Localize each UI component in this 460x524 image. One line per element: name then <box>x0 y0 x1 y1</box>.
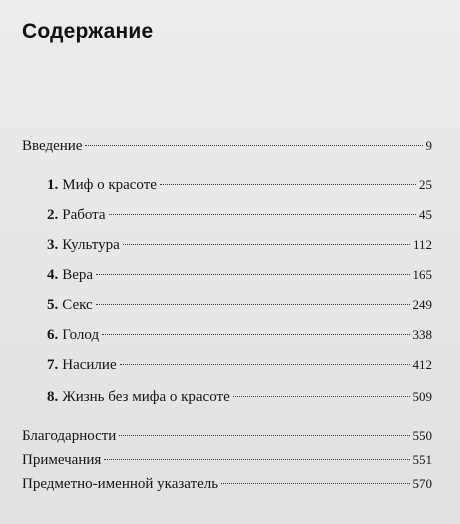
page-title: Содержание <box>22 20 154 43</box>
toc-entry-page: 9 <box>425 138 432 153</box>
dot-leader <box>102 334 409 335</box>
toc-entry-label: Вера <box>62 267 94 283</box>
toc-entry-label: Благодарности <box>22 428 117 444</box>
toc-entry-label: Введение <box>22 138 83 154</box>
toc-entry-page: 25 <box>419 177 432 192</box>
toc-entry-number: 6. <box>47 327 59 343</box>
toc-entry-chapter-5 <box>47 296 432 314</box>
toc-entry-chapter-2 <box>47 206 432 224</box>
toc-entry-label: Предметно-именной указатель <box>22 476 219 492</box>
dot-leader <box>160 184 416 185</box>
toc-entry-label: Примечания <box>22 452 102 468</box>
toc-entry-index <box>22 475 432 493</box>
toc-entry-chapter-8 <box>47 388 432 406</box>
toc-entry-number: 2. <box>47 207 59 223</box>
dot-leader <box>221 483 409 484</box>
dot-leader <box>96 304 410 305</box>
toc-entry-page: 112 <box>412 237 432 252</box>
toc-entry-number: 3. <box>47 237 59 253</box>
toc-entry-page: 249 <box>412 297 432 312</box>
dot-leader <box>109 214 416 215</box>
toc-entry-label: Работа <box>62 207 106 223</box>
toc-entry-number: 1. <box>47 177 59 193</box>
dot-leader <box>104 459 409 460</box>
toc-entry-page: 165 <box>412 267 432 282</box>
dot-leader <box>96 274 409 275</box>
toc-entry-introduction <box>22 137 432 155</box>
toc-entry-label: Жизнь без мифа о красоте <box>62 389 230 405</box>
toc-entry-chapter-6 <box>47 326 432 344</box>
toc-entry-acknowledgements <box>22 427 432 445</box>
dot-leader <box>120 364 410 365</box>
toc-entry-notes <box>22 451 432 469</box>
toc-entry-label: Культура <box>62 237 120 253</box>
toc-entry-chapter-1 <box>47 176 432 194</box>
toc-entry-page: 412 <box>412 357 432 372</box>
dot-leader <box>119 435 409 436</box>
toc-entry-label: Насилие <box>62 357 117 373</box>
toc-entry-number: 7. <box>47 357 59 373</box>
toc-entry-page: 570 <box>412 476 432 491</box>
toc-entry-label: Голод <box>62 327 100 343</box>
toc-entry-page: 338 <box>412 327 432 342</box>
toc-entry-chapter-7 <box>47 356 432 374</box>
toc-entry-page: 45 <box>419 207 432 222</box>
toc-entry-chapter-4 <box>47 266 432 284</box>
toc-entry-number: 8. <box>47 389 59 405</box>
dot-leader <box>123 244 410 245</box>
toc-entry-page: 551 <box>412 452 432 467</box>
toc-entry-number: 4. <box>47 267 59 283</box>
dot-leader <box>233 396 410 397</box>
toc-entry-number: 5. <box>47 297 59 313</box>
toc-entry-page: 550 <box>412 428 432 443</box>
toc-entry-page: 509 <box>412 389 432 404</box>
toc-entry-label: Секс <box>62 297 93 313</box>
toc-entry-chapter-3 <box>47 236 432 254</box>
dot-leader <box>85 145 422 146</box>
toc-entry-label: Миф о красоте <box>62 177 157 193</box>
